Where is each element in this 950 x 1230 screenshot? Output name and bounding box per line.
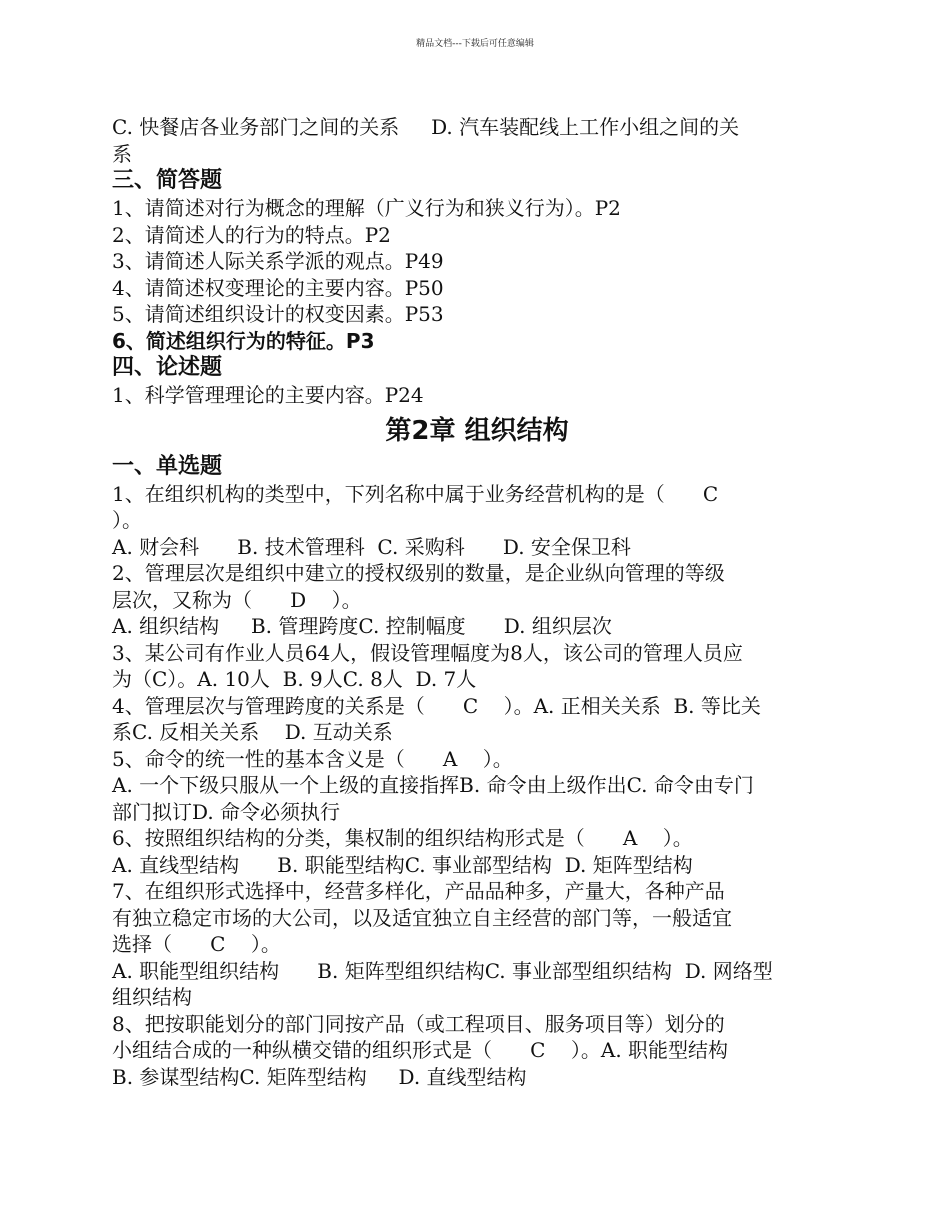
section-heading-short-answer: 三、简答题	[112, 168, 223, 193]
text-line: A. 直线型结构 B. 职能型结构C. 事业部型结构 D. 矩阵型结构	[112, 852, 693, 877]
short-answer-list	[112, 195, 842, 354]
text-line: 7、在组织形式选择中，经营多样化，产品品种多，产量大，各种产品	[112, 879, 725, 903]
text-line: 组织结构	[112, 985, 192, 1009]
text-line: ）。	[112, 508, 142, 532]
text-line: 层次，又称为（ D ）。	[112, 587, 362, 612]
text-line: 3、某公司有作业人员64人，假设管理幅度为8人，该公司的管理人员应	[112, 640, 743, 665]
text-line: A. 一个下级只服从一个上级的直接指挥B. 命令由上级作出C. 命令由专门	[112, 773, 754, 797]
text-line: 6、按照组织结构的分类，集权制的组织结构形式是（ A ）。	[112, 826, 693, 850]
text-line: A. 财会科 B. 技术管理科 C. 采购科 D. 安全保卫科	[112, 534, 631, 559]
text-line: A. 职能型组织结构 B. 矩阵型组织结构C. 事业部型组织结构 D. 网络型	[112, 958, 773, 983]
text-line: 1、在组织机构的类型中，下列名称中属于业务经营机构的是（ C	[112, 481, 719, 506]
text-line: A. 组织结构 B. 管理跨度C. 控制幅度 D. 组织层次	[112, 614, 612, 638]
single-choice-list	[112, 481, 842, 1091]
list-item: 2、请简述人的行为的特点。P2	[112, 222, 391, 247]
list-item: 3、请简述人际关系学派的观点。P49	[112, 249, 444, 273]
document-body	[112, 114, 842, 1090]
text-line: 8、把按职能划分的部门同按产品（或工程项目、服务项目等）划分的	[112, 1011, 725, 1036]
text-line: 系	[112, 141, 132, 166]
chapter-title: 第2章 组织结构	[385, 415, 569, 446]
text-line: 小组结合成的一种纵横交错的组织形式是（ C ）。A. 职能型结构	[112, 1038, 729, 1062]
text-line: 5、命令的统一性的基本含义是（ A ）。	[112, 746, 513, 771]
list-item: 1、科学管理理论的主要内容。P24	[112, 383, 424, 407]
text-line: 系C. 反相关关系 D. 互动关系	[112, 720, 393, 744]
section-heading-single-choice: 一、单选题	[112, 453, 223, 479]
section-heading-essay: 四、论述题	[112, 355, 223, 380]
text-line: 选择（ C ）。	[112, 932, 281, 956]
text-line: 2、管理层次是组织中建立的授权级别的数量，是企业纵向管理的等级	[112, 561, 725, 585]
text-line: 为（C）。A. 10人 B. 9人C. 8人 D. 7人	[112, 667, 477, 691]
page-header: 精品文档---下载后可任意编辑	[416, 39, 534, 49]
list-item: 1、请简述对行为概念的理解（广义行为和狭义行为）。P2	[112, 196, 621, 220]
text-line: 4、管理层次与管理跨度的关系是（ C ）。A. 正相关关系 B. 等比关	[112, 693, 761, 718]
text-line: C. 快餐店各业务部门之间的关系 D. 汽车装配线上工作小组之间的关	[112, 115, 740, 139]
list-item: 6、简述组织行为的特征。P3	[112, 328, 375, 353]
text-line: 有独立稳定市场的大公司，以及适宜独立自主经营的部门等，一般适宜	[112, 905, 732, 930]
list-item: 4、请简述权变理论的主要内容。P50	[112, 275, 444, 300]
essay-list	[112, 382, 842, 409]
text-line: B. 参谋型结构C. 矩阵型结构 D. 直线型结构	[112, 1064, 527, 1089]
list-item: 5、请简述组织设计的权变因素。P53	[112, 302, 444, 326]
text-line: 部门拟订D. 命令必须执行	[112, 799, 341, 824]
previous-question-tail	[112, 114, 842, 167]
